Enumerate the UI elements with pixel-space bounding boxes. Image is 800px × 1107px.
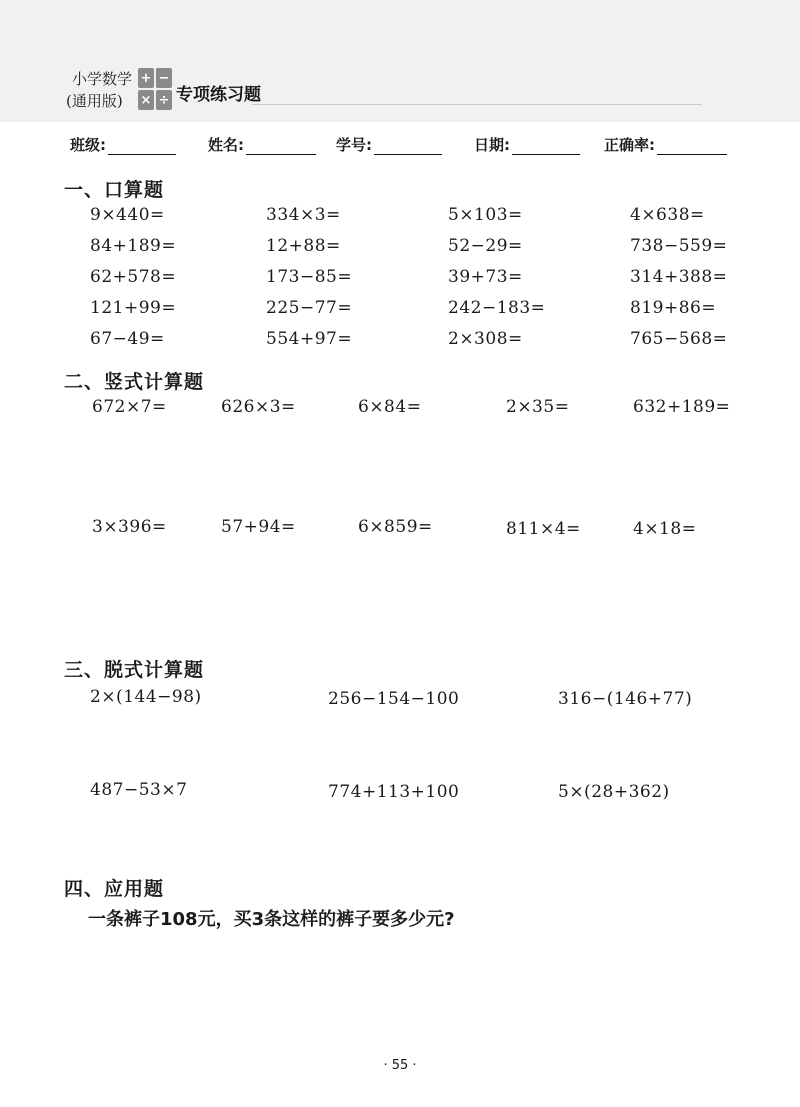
date-label: 日期: [474, 136, 510, 154]
stepwise-section-title: 三、脱式计算题 [64, 659, 205, 681]
stepwise-problem: 487−53×7 [90, 780, 188, 800]
oral-problem: 9×440= [90, 205, 165, 225]
vertical-problem: 2×35= [506, 397, 570, 417]
name-field[interactable] [208, 134, 316, 155]
minus-icon: − [156, 68, 172, 88]
word-section-title: 四、应用题 [64, 878, 165, 900]
series-title: 专项练习题 [176, 85, 261, 105]
stepwise-problem: 316−(146+77) [558, 689, 693, 709]
class-field[interactable] [70, 134, 176, 155]
oral-problem: 5×103= [448, 205, 523, 225]
accuracy-label: 正确率: [604, 136, 655, 154]
oral-problem: 2×308= [448, 329, 523, 349]
accuracy-field[interactable] [604, 134, 727, 155]
vertical-problem: 632+189= [633, 397, 731, 417]
oral-problem: 242−183= [448, 298, 546, 318]
oral-problem: 225−77= [266, 298, 353, 318]
class-blank[interactable] [108, 138, 176, 155]
word-problem-text: 一条裤子108元，买3条这样的裤子要多少元? [88, 909, 455, 930]
header-divider [252, 104, 702, 105]
student-id-field[interactable] [336, 134, 442, 155]
brand-edition: (通用版) [66, 92, 123, 110]
vertical-problem: 6×84= [358, 397, 422, 417]
divide-icon: ÷ [156, 90, 172, 110]
oral-problem: 67−49= [90, 329, 165, 349]
vertical-section-title: 二、竖式计算题 [64, 371, 205, 393]
vertical-problem: 626×3= [221, 397, 296, 417]
stepwise-problem: 5×(28+362) [558, 782, 670, 802]
oral-problem: 765−568= [630, 329, 728, 349]
stepwise-problem: 256−154−100 [328, 689, 460, 709]
stepwise-problem: 774+113+100 [328, 782, 460, 802]
oral-problem: 334×3= [266, 205, 341, 225]
oral-problem: 52−29= [448, 236, 523, 256]
student-id-blank[interactable] [374, 138, 442, 155]
class-label: 班级: [70, 136, 106, 154]
multiply-icon: × [138, 90, 154, 110]
oral-problem: 12+88= [266, 236, 341, 256]
student-id-label: 学号: [336, 136, 372, 154]
name-label: 姓名: [208, 136, 244, 154]
vertical-problem: 672×7= [92, 397, 167, 417]
oral-problem: 554+97= [266, 329, 353, 349]
vertical-problem: 3×396= [92, 517, 167, 537]
oral-problem: 62+578= [90, 267, 177, 287]
oral-problem: 819+86= [630, 298, 717, 318]
page-number: · 55 · [383, 1058, 417, 1073]
vertical-problem: 811×4= [506, 519, 581, 539]
brand-subject: 小学数学 [72, 70, 133, 88]
stepwise-problem: 2×(144−98) [90, 687, 202, 707]
oral-section-title: 一、口算题 [64, 179, 165, 201]
oral-problem: 173−85= [266, 267, 353, 287]
oral-problem: 84+189= [90, 236, 177, 256]
name-blank[interactable] [246, 138, 316, 155]
accuracy-blank[interactable] [657, 138, 727, 155]
vertical-problem: 6×859= [358, 517, 433, 537]
date-field[interactable] [474, 134, 580, 155]
oral-problem: 4×638= [630, 205, 705, 225]
operator-logo [138, 68, 172, 110]
date-blank[interactable] [512, 138, 580, 155]
oral-problem: 314+388= [630, 267, 728, 287]
oral-problem: 121+99= [90, 298, 177, 318]
vertical-problem: 4×18= [633, 519, 697, 539]
oral-problem: 39+73= [448, 267, 523, 287]
oral-problem: 738−559= [630, 236, 728, 256]
vertical-problem: 57+94= [221, 517, 296, 537]
plus-icon: + [138, 68, 154, 88]
